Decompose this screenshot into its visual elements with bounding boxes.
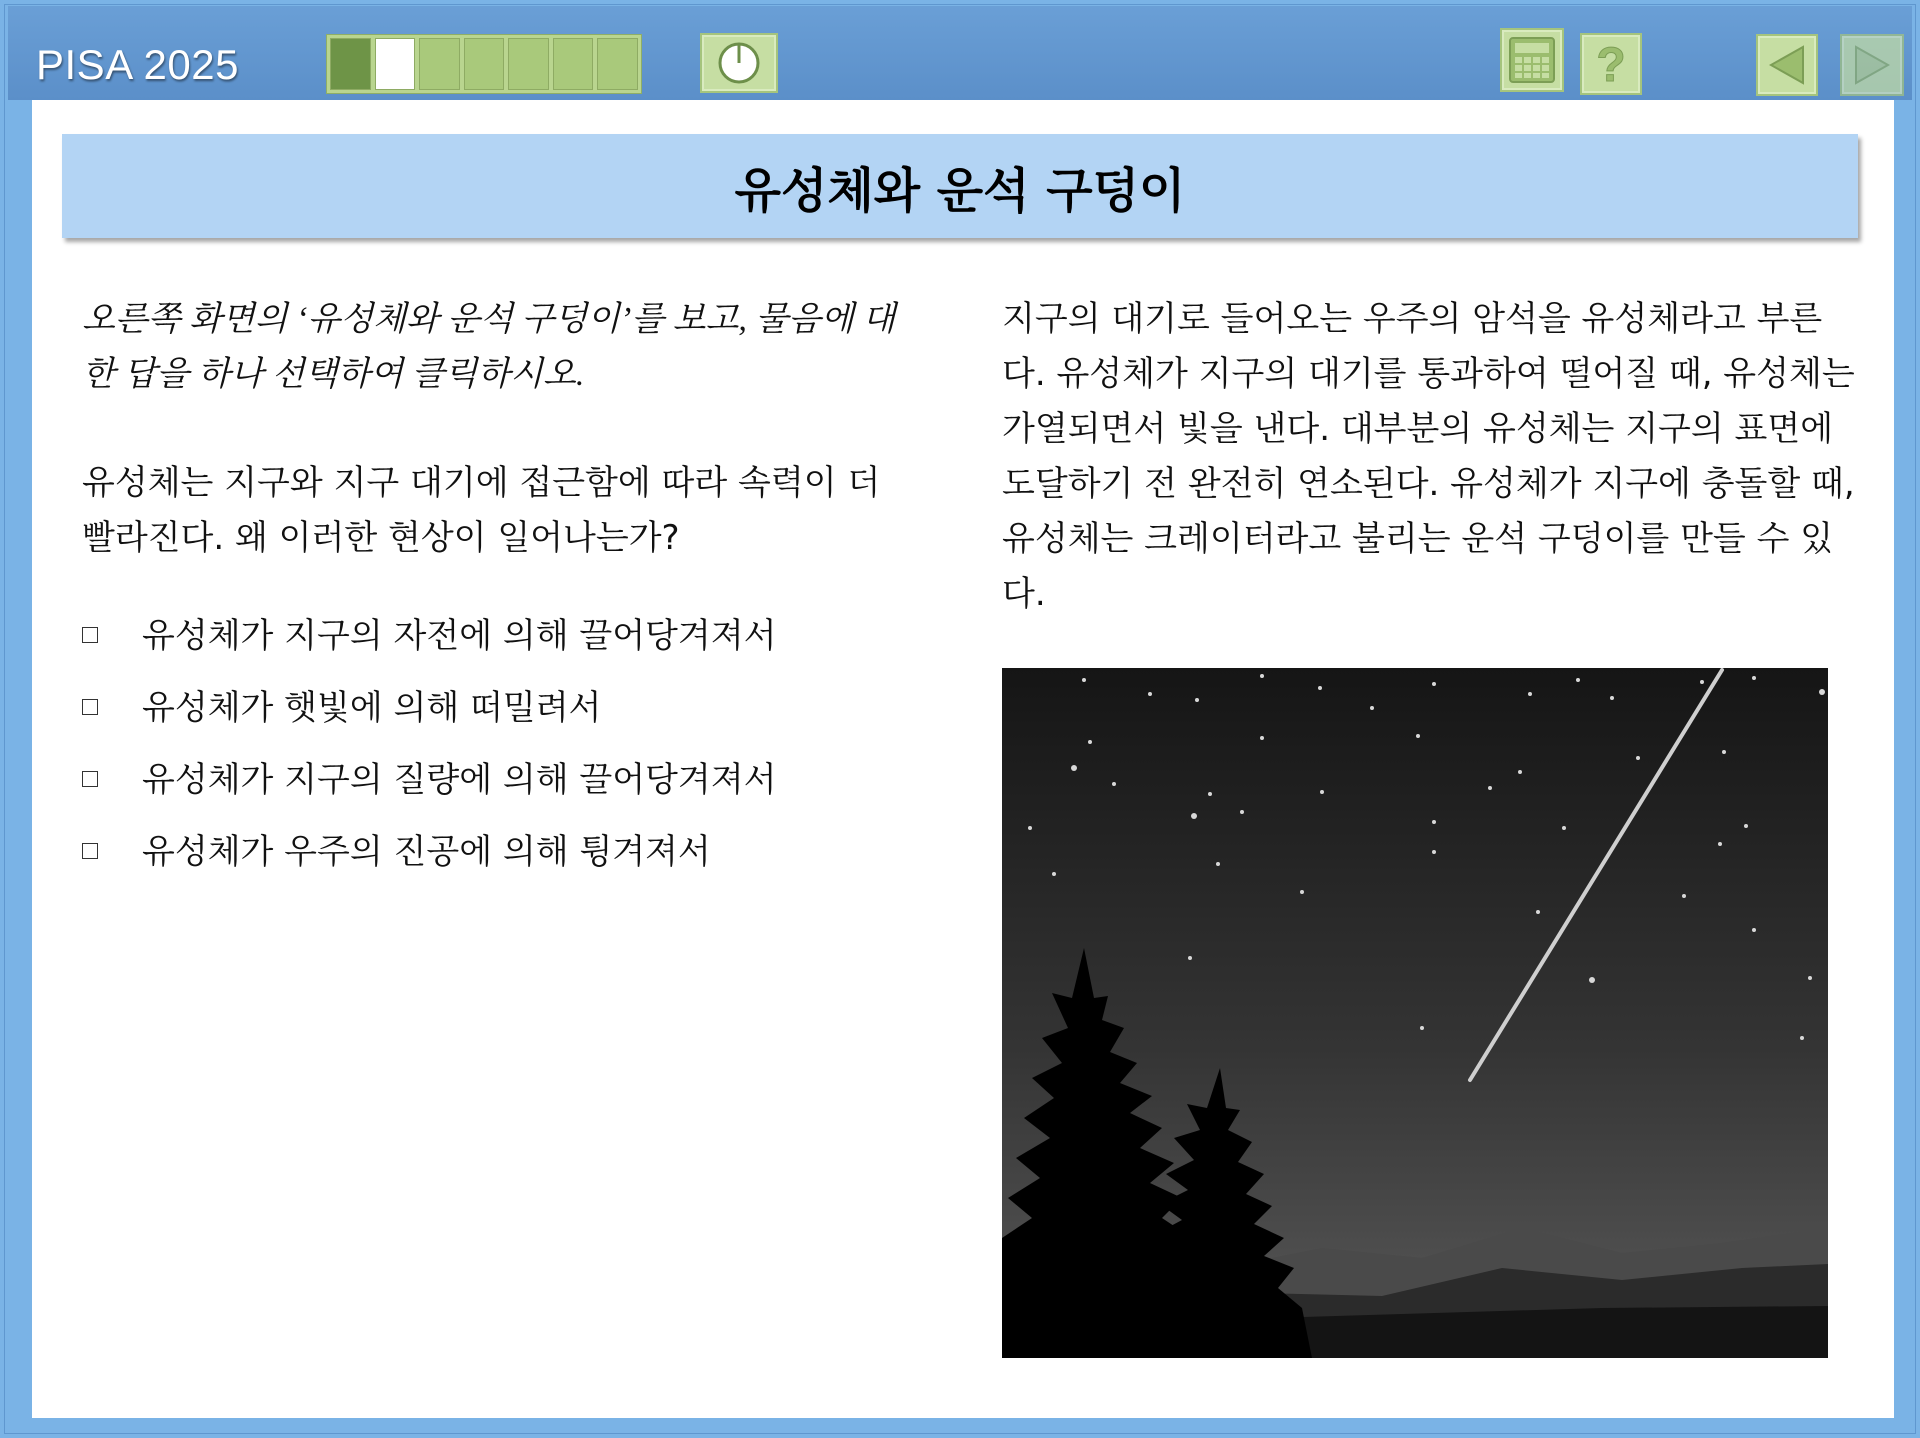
question-panel — [82, 292, 922, 884]
progress-step — [419, 38, 460, 90]
previous-arrow-icon — [1765, 43, 1809, 87]
progress-step — [597, 38, 638, 90]
option-label: 유성체가 우주의 진공에 의해 튕겨져서 — [142, 831, 711, 872]
calculator-icon — [1507, 35, 1557, 85]
calculator-button[interactable] — [1500, 28, 1564, 92]
answer-option-2[interactable] — [82, 668, 922, 740]
answer-options — [82, 596, 922, 884]
top-toolbar — [8, 6, 1912, 100]
answer-option-1[interactable] — [82, 596, 922, 668]
timer-icon — [716, 40, 762, 86]
answer-option-3[interactable] — [82, 740, 922, 812]
progress-step — [508, 38, 549, 90]
option-label: 유성체가 햇빛에 의해 떠밀려서 — [142, 687, 602, 728]
timer-button[interactable] — [700, 33, 778, 93]
night-sky-meteor-illustration — [1002, 668, 1828, 1358]
answer-option-4[interactable] — [82, 812, 922, 884]
progress-indicator — [326, 34, 642, 94]
next-arrow-icon — [1850, 43, 1894, 87]
progress-step — [330, 38, 371, 90]
previous-button[interactable] — [1756, 34, 1818, 96]
option-label: 유성체가 지구의 질량에 의해 끌어당겨져서 — [142, 759, 777, 800]
help-icon — [1588, 39, 1634, 89]
question-text: 유성체는 지구와 지구 대기에 접근함에 따라 속력이 더 빨라진다. 왜 이러한 현상이 일어나는가? — [82, 463, 881, 558]
progress-step — [553, 38, 594, 90]
checkbox-icon[interactable] — [82, 627, 98, 643]
option-label: 유성체가 지구의 자전에 의해 끌어당겨져서 — [142, 615, 777, 656]
checkbox-icon[interactable] — [82, 699, 98, 715]
checkbox-icon[interactable] — [82, 771, 98, 787]
svg-text:?: ? — [1596, 39, 1626, 89]
unit-banner — [62, 134, 1858, 238]
progress-step-current — [375, 38, 416, 90]
unit-title: 유성체와 운석 구덩이 — [734, 162, 1186, 219]
progress-step — [464, 38, 505, 90]
stimulus-passage: 지구의 대기로 들어오는 우주의 암석을 유성체라고 부른다. 유성체가 지구의 대기를 통과하여 떨어질 때, 유성체는 가열되면서 빛을 낸다. 대부분의 유성체는 지구의 표면에 도달하기 전 완전히 연소된다. 유성체가 지구에 충돌할 때, 유성체는 크레이터라고 불리는 운석 구덩이를 만들 수 있다. — [1002, 299, 1855, 614]
instruction-text: 오른쪽 화면의 ‘유성체와 운석 구덩이’를 보고, 물음에 대한 답을 하나 선택하여 클릭하시오. — [82, 301, 896, 393]
help-button[interactable] — [1580, 33, 1642, 95]
stimulus-panel — [1002, 292, 1862, 622]
next-button[interactable] — [1840, 34, 1904, 96]
checkbox-icon[interactable] — [82, 843, 98, 859]
app-title: PISA 2025 — [36, 41, 239, 88]
content-area — [32, 100, 1894, 1418]
